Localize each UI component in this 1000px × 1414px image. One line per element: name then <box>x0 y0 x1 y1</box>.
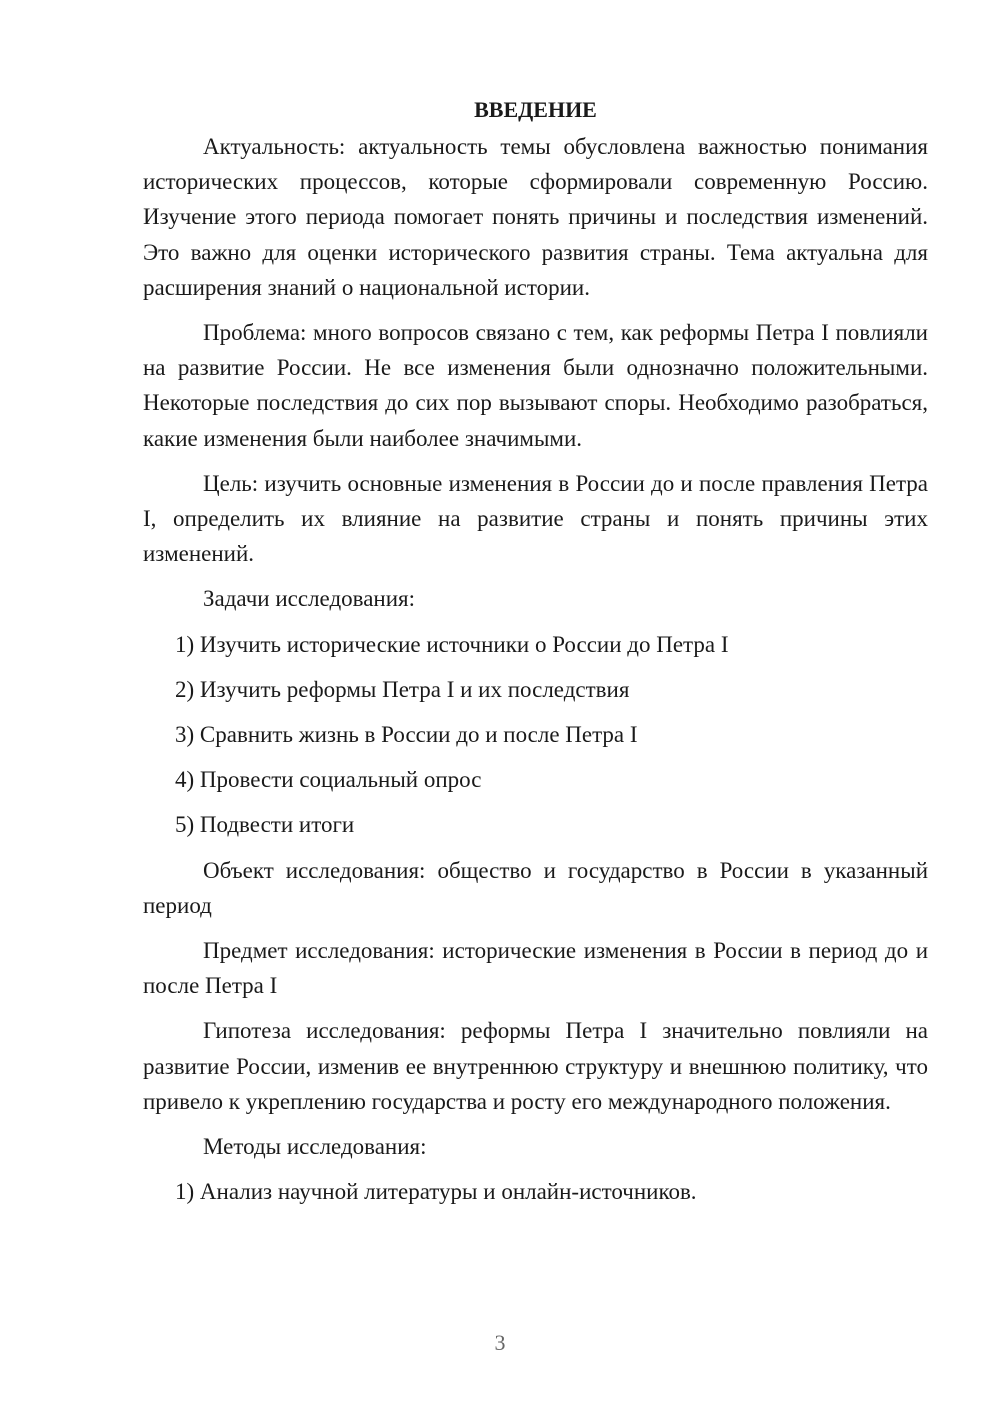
task-item: 3) Сравнить жизнь в России до и после Петра I <box>175 722 638 748</box>
problem-paragraph: Проблема: много вопросов связано с тем, как реформы Петра I повлияли на развитие России. Не все изменения были однозначно положительными. Некоторые последствия до сих пор вызывают споры. Необходимо разобраться, какие изменения были наиболее значимыми. <box>143 320 928 451</box>
subject-paragraph: Предмет исследования: исторические изменения в России в период до и после Петра I <box>143 938 928 999</box>
relevance-paragraph: Актуальность: актуальность темы обусловлена важностью понимания исторических процессов, которые сформировали современную Россию. Изучение этого периода помогает понять причины и последствия изменений. Это важно для оценки исторического развития страны. Тема актуальна для расширения знаний о национальной истории. <box>143 134 928 300</box>
section-heading: ВВЕДЕНИЕ <box>474 97 597 122</box>
page-number: 3 <box>494 1330 506 1355</box>
methods-title: Методы исследования: <box>203 1134 427 1160</box>
method-item: 1) Анализ научной литературы и онлайн-источников. <box>175 1179 697 1205</box>
goal-paragraph: Цель: изучить основные изменения в России до и после правления Петра I, определить их влияние на развитие страны и понять причины этих изменений. <box>143 470 928 567</box>
object-paragraph: Объект исследования: общество и государство в России в указанный период <box>143 857 928 918</box>
task-item: 5) Подвести итоги <box>175 812 355 838</box>
document-page <box>143 95 928 1219</box>
task-item: 2) Изучить реформы Петра I и их последствия <box>175 676 630 702</box>
hypothesis-paragraph: Гипотеза исследования: реформы Петра I значительно повлияли на развитие России, изменив ее внутреннюю структуру и внешнюю политику, что привело к укреплению государства и росту его международного положения. <box>143 1018 928 1114</box>
task-item: 4) Провести социальный опрос <box>175 767 482 793</box>
task-item: 1) Изучить исторические источники о России до Петра I <box>175 631 729 657</box>
tasks-title: Задачи исследования: <box>203 586 416 612</box>
